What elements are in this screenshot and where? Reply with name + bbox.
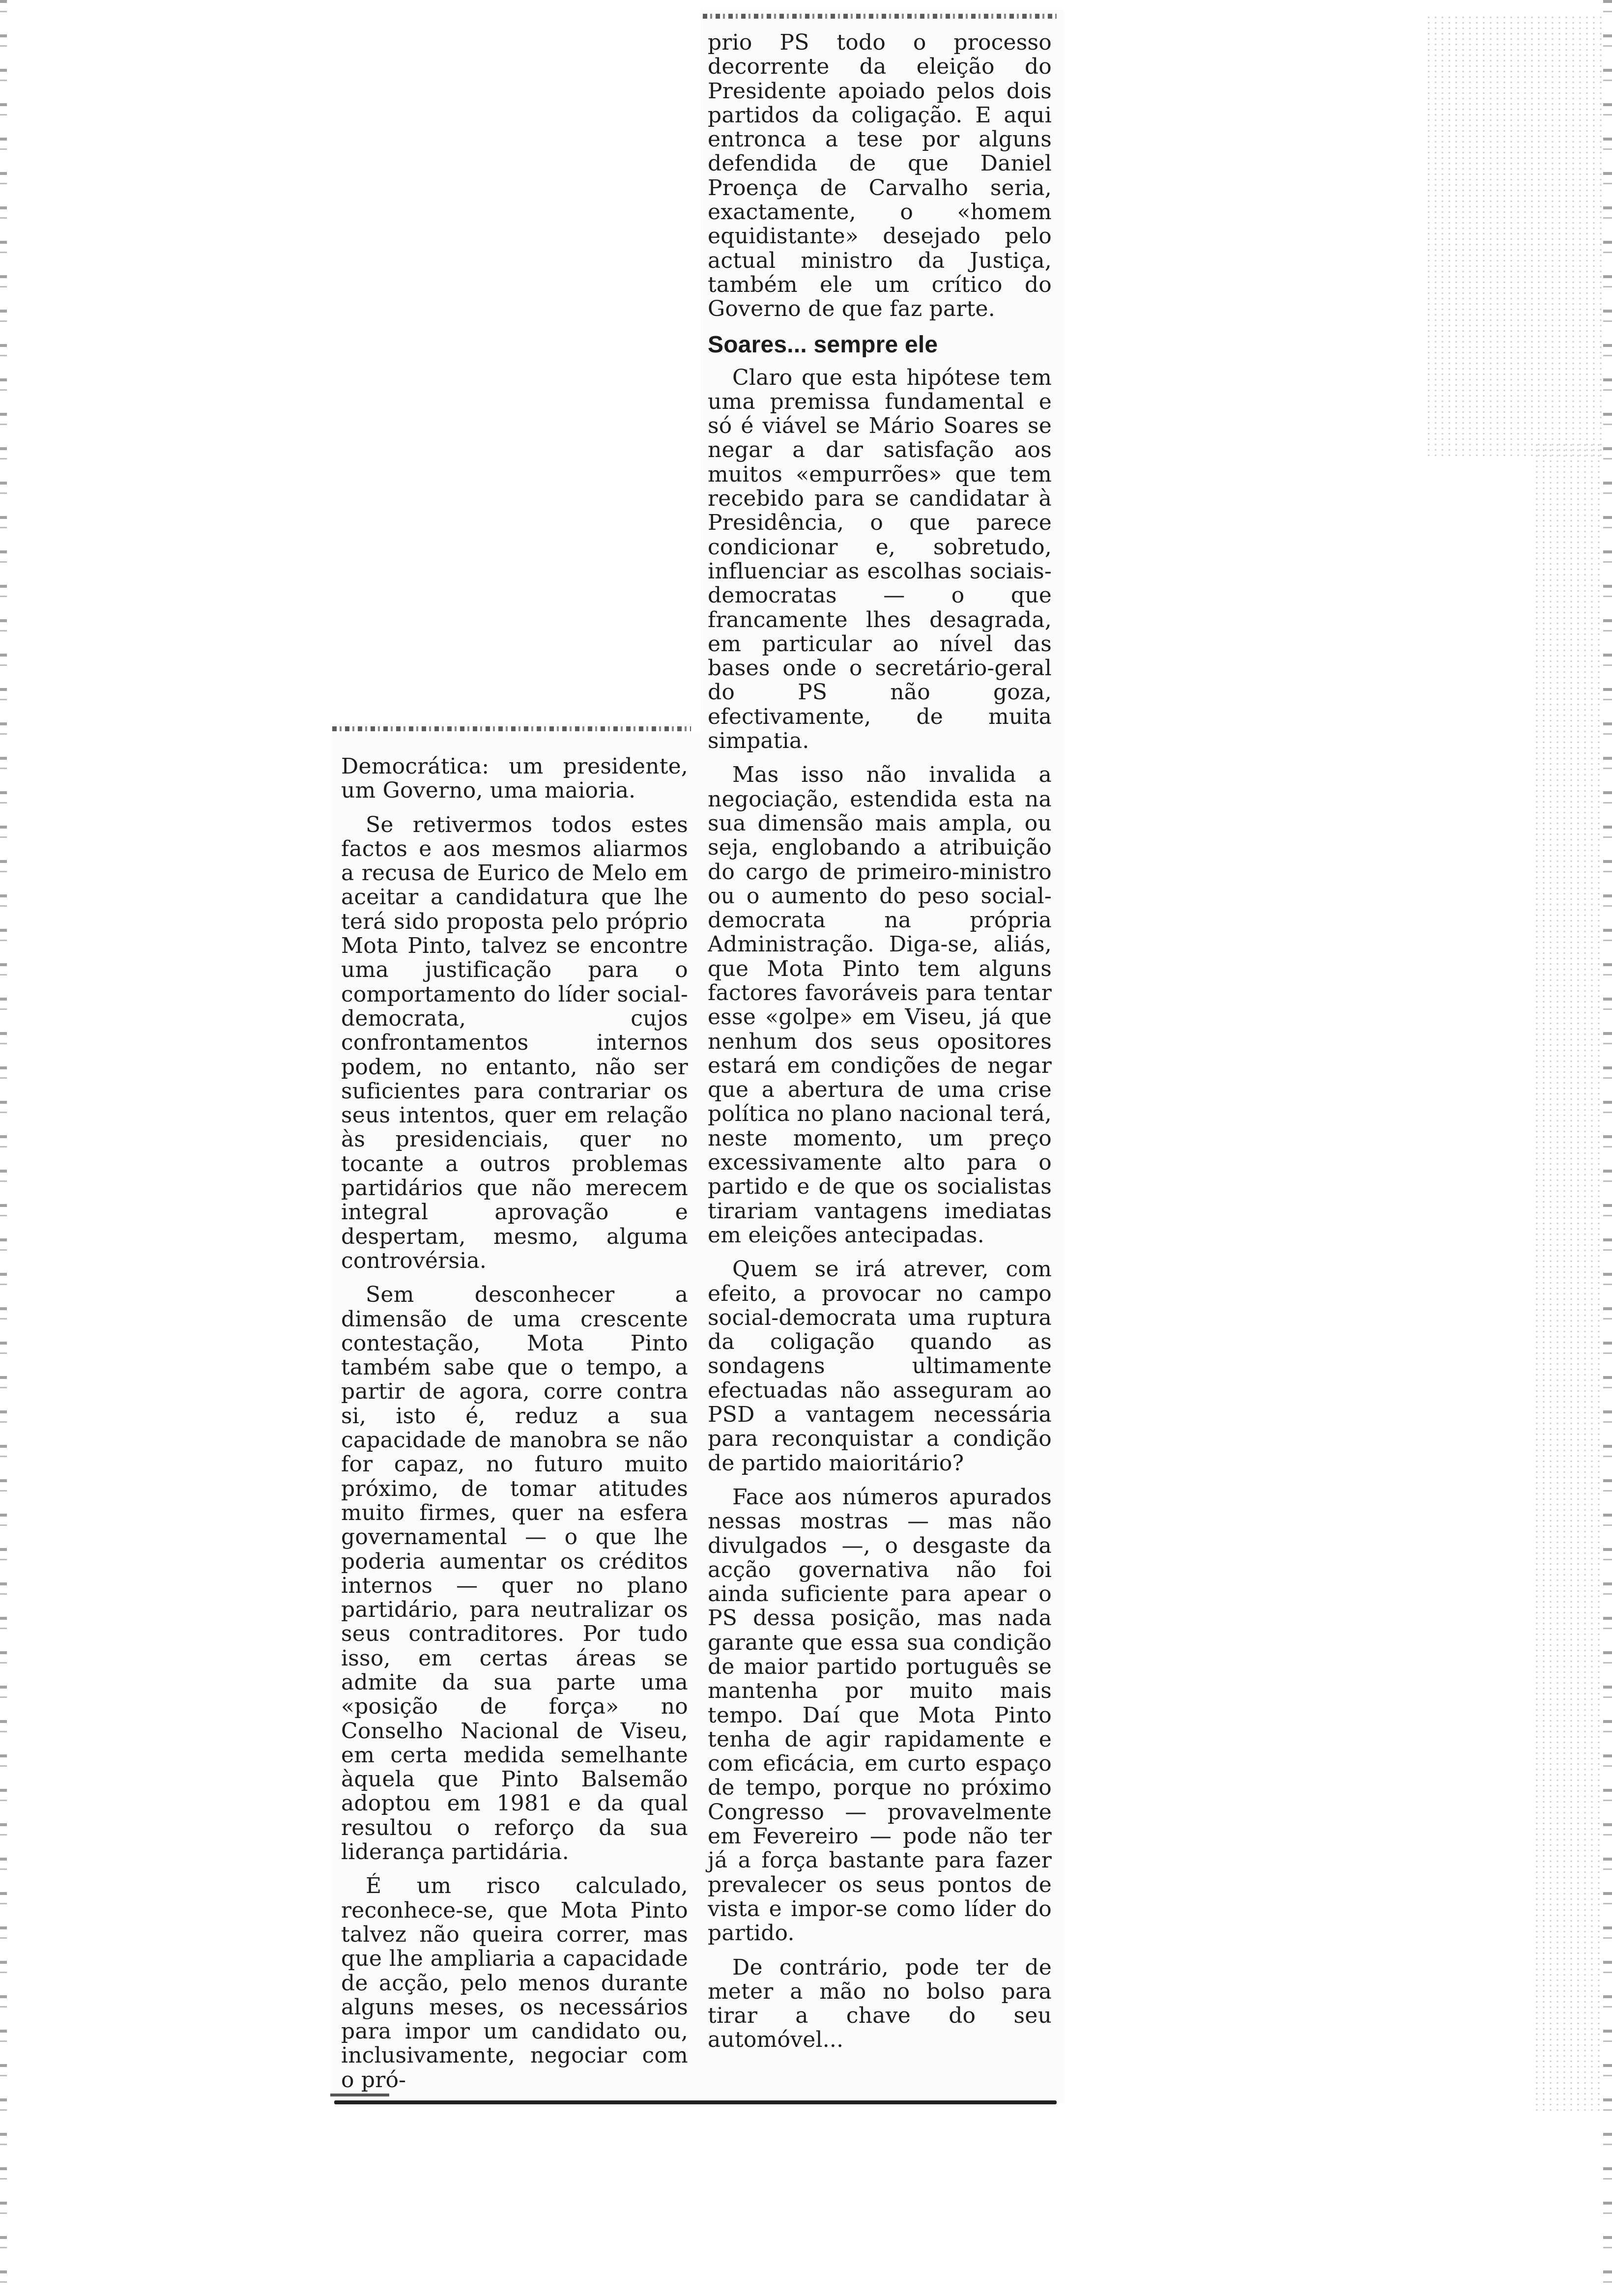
clipping-left-top-rule [332,726,691,731]
scan-noise [1533,442,1602,2113]
paragraph: Claro que esta hipótese tem uma premissa fundamental e só é viável se Mário Soares se negar a dar satisfação aos muitos «empurrões» que tem recebido para se candidatar à Presidência, o que parece condicionar e, sobretudo, influenciar as escolhas sociais-democratas — o que francamente lhes desagrada, em particular ao nível das bases onde o secretário-geral do PS não goza, efectivamente, de muita simpatia. [708,365,1052,754]
scan-edge-left [0,0,7,2296]
paragraph: Se retivermos todos estes factos e aos mesmos aliarmos a recusa de Eurico de Melo em aceitar a candidatura que lhe terá sido proposta pelo próprio Mota Pinto, talvez se encontre uma justificação para o comportamento do líder social-democrata, cujos confrontamentos internos podem, no entanto, não ser suficientes para contrariar os seus intentos, quer em relação às presidenciais, quer no tocante a outros problemas partidários que não merecem integral aprovação e despertam, mesmo, alguma controvérsia. [341,812,688,1273]
paragraph: É um risco calculado, reconhece-se, que Mota Pinto talvez não queira correr, mas que lhe ampliaria a capacidade de acção, pelo menos durante alguns meses, os necessários para impor um candidato ou, inclusivamente, negociar com o pró- [341,1873,688,2093]
paragraph: De contrário, pode ter de meter a mão no bolso para tirar a chave do seu automóvel... [708,1954,1052,2053]
paragraph: Sem desconhecer a dimensão de uma crescente contestação, Mota Pinto também sabe que o tempo, a partir de agora, corre contra si, isto é, reduz a sua capacidade de manobra se não for capaz, no futuro muito próximo, de tomar atitudes muito firmes, quer na esfera governamental — o que lhe poderia aumentar os créditos internos — quer no plano partidário, para neutralizar os seus contraditores. Por tudo isso, em certas áreas se admite da sua parte uma «posição de força» no Conselho Nacional de Viseu, em certa medida semelhante àquela que Pinto Balsemão adoptou em 1981 e da qual resultou o reforço da sua liderança partidária. [341,1282,688,1865]
paragraph: Face aos números apurados nessas mostras — mas não divulgados —, o desgaste da acção governativa não foi ainda suficiente para apear o PS dessa posição, mas nada garante que essa sua condição de maior partido português se mantenha por muito mais tempo. Daí que Mota Pinto tenha de agir rapidamente e com eficácia, em curto espaço de tempo, porque no próximo Congresso — provavelmente em Fevereiro — pode não ter já a força bastante para fazer prevalecer os seus pontos de vista e impor-se como líder do partido. [708,1484,1052,1946]
scan-edge-right [1603,0,1612,2296]
paragraph: prio PS todo o processo decorrente da eleição do Presidente apoiado pelos dois partidos da coligação. E aqui entronca a tese por alguns defendida de que Daniel Proença de Carvalho seria, exactamente, o «homem equidistante» desejado pelo actual ministro da Justiça, também ele um crítico do Governo de que faz parte. [708,30,1052,322]
paragraph: Democrática: um presidente, um Governo, uma maioria. [341,754,688,804]
clipping-top-rule [703,14,1057,19]
clipping-bottom-rule [334,2100,1057,2104]
scan-noise [1425,15,1602,457]
paragraph: Quem se irá atrever, com efeito, a provocar no campo social-democrata uma ruptura da coligação quando as sondagens ultimamente efectuadas não asseguram ao PSD a vantagem necessária para reconquistar a condição de partido maioritário? [708,1257,1052,1476]
article-column-right [708,30,1052,2062]
section-heading: Soares... sempre ele [708,331,938,358]
article-column-left [341,754,688,2102]
paragraph: Mas isso não invalida a negociação, estendida esta na sua dimensão mais ampla, ou seja, englobando a atribuição do cargo de primeiro-ministro ou o aumento do peso social-democrata na própria Administração. Diga-se, aliás, que Mota Pinto tem alguns factores favoráveis para tentar esse «golpe» em Viseu, já que nenhum dos seus opositores estará em condições de negar que a abertura de uma crise política no plano nacional terá, neste momento, um preço excessivamente alto para o partido e de que os socialistas tirariam vantagens imediatas em eleições antecipadas. [708,762,1052,1248]
